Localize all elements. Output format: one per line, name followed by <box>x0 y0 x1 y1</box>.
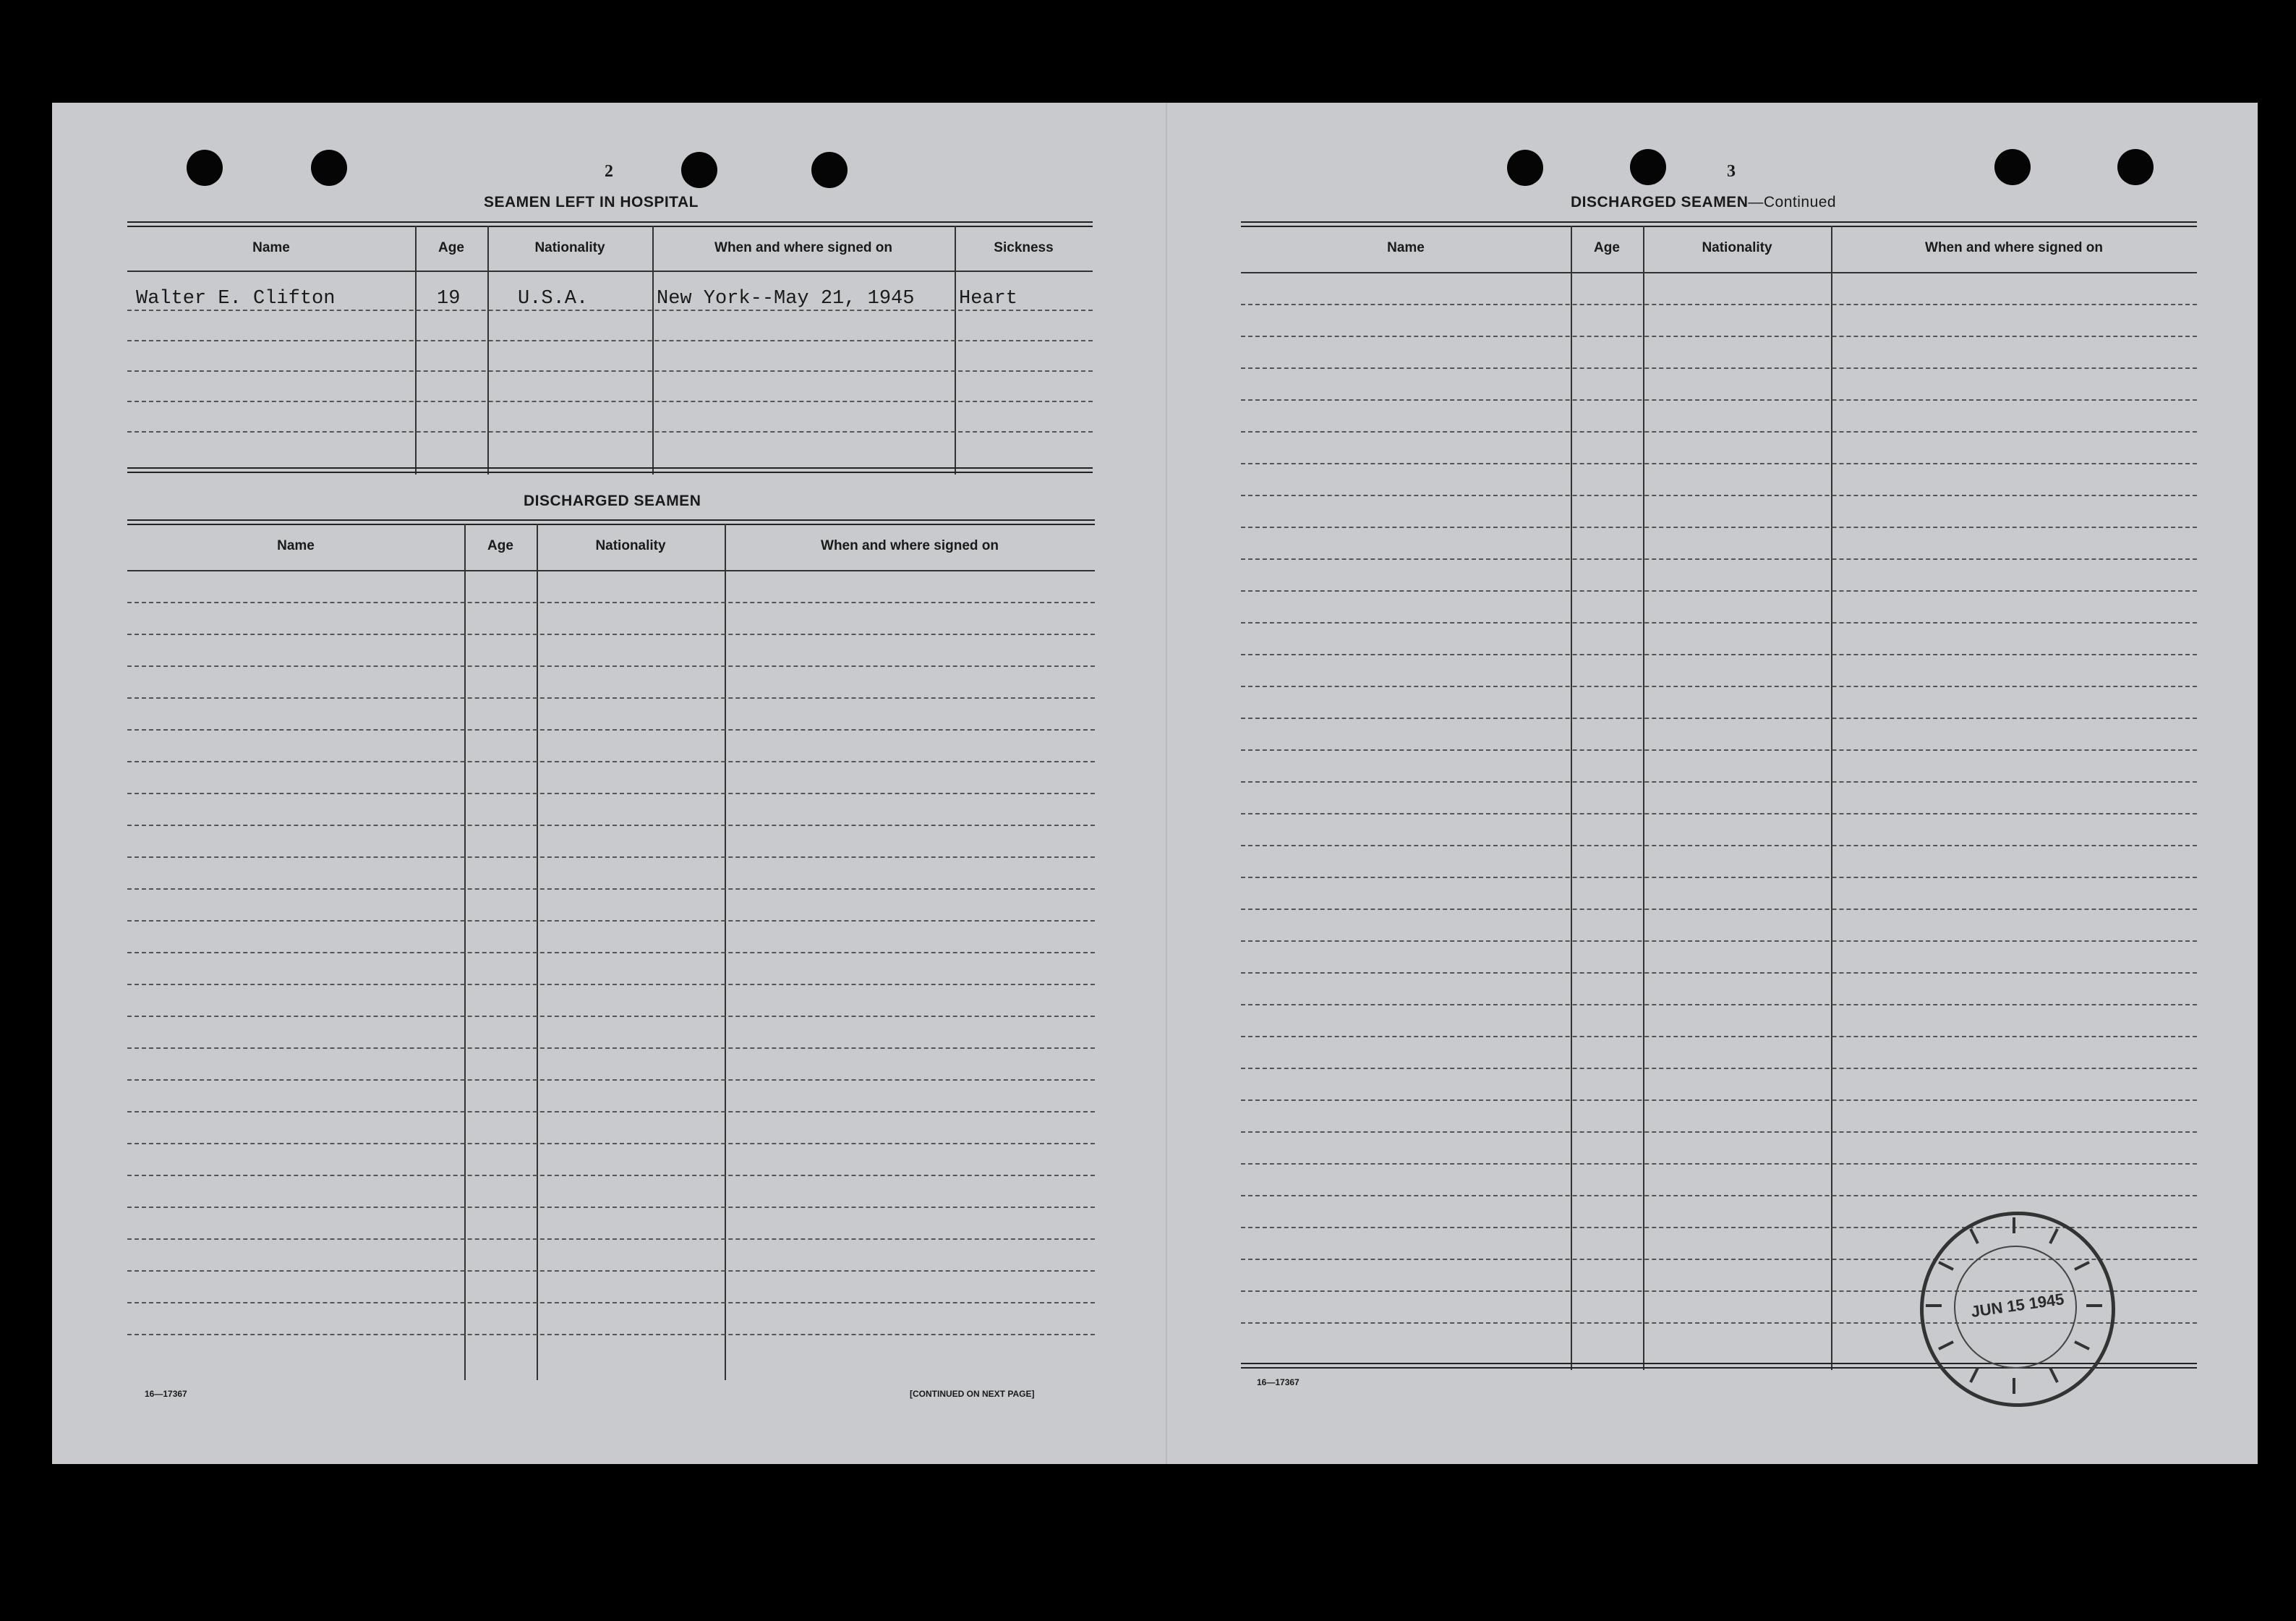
page-fold <box>1166 103 1167 1464</box>
discharged-table-right <box>1241 221 2197 1370</box>
page-number-left: 2 <box>605 162 613 181</box>
hospital-section-title: SEAMEN LEFT IN HOSPITAL <box>484 194 699 210</box>
punch-hole-icon <box>1507 150 1543 186</box>
col-header-age: Age <box>438 240 464 255</box>
punch-hole-icon <box>187 150 223 186</box>
discharged-section-title: DISCHARGED SEAMEN <box>524 493 701 509</box>
col-header-signed-on: When and where signed on <box>1925 240 2103 255</box>
col-header-nationality: Nationality <box>534 240 605 255</box>
punch-hole-icon <box>681 152 717 188</box>
col-header-name: Name <box>252 240 290 255</box>
col-header-name: Name <box>1387 240 1425 255</box>
hospital-row-signed-on: New York--May 21, 1945 <box>657 288 915 310</box>
form-number-right: 16—17367 <box>1257 1377 1299 1387</box>
col-header-signed-on: When and where signed on <box>821 538 999 553</box>
punch-hole-icon <box>1994 149 2031 185</box>
col-header-age: Age <box>487 538 513 553</box>
punch-hole-icon <box>2117 149 2154 185</box>
stamp-date: JUN 15 1945 <box>1969 1290 2065 1321</box>
col-header-sickness: Sickness <box>994 240 1054 255</box>
hospital-row-age: 19 <box>437 288 461 310</box>
continued-suffix: —Continued <box>1748 194 1837 210</box>
punch-hole-icon <box>1630 149 1666 185</box>
col-header-nationality: Nationality <box>1702 240 1772 255</box>
continued-note: [CONTINUED ON NEXT PAGE] <box>910 1389 1035 1399</box>
hospital-row-name: Walter E. Clifton <box>136 288 336 310</box>
hospital-row-nationality: U.S.A. <box>518 288 589 310</box>
col-header-age: Age <box>1594 240 1620 255</box>
discharged-continued-label: DISCHARGED SEAMEN <box>1571 194 1749 210</box>
form-number-left: 16—17367 <box>145 1389 187 1399</box>
page-number-right: 3 <box>1727 162 1736 181</box>
hospital-row-sickness: Heart <box>959 288 1018 310</box>
immigration-stamp-icon <box>1920 1212 2115 1407</box>
punch-hole-icon <box>311 150 347 186</box>
col-header-name: Name <box>277 538 315 553</box>
discharged-table-left <box>127 519 1095 1380</box>
col-header-nationality: Nationality <box>595 538 666 553</box>
hospital-table <box>127 221 1093 475</box>
punch-hole-icon <box>811 152 848 188</box>
discharged-continued-title <box>1571 194 1836 211</box>
col-header-signed-on: When and where signed on <box>714 240 892 255</box>
